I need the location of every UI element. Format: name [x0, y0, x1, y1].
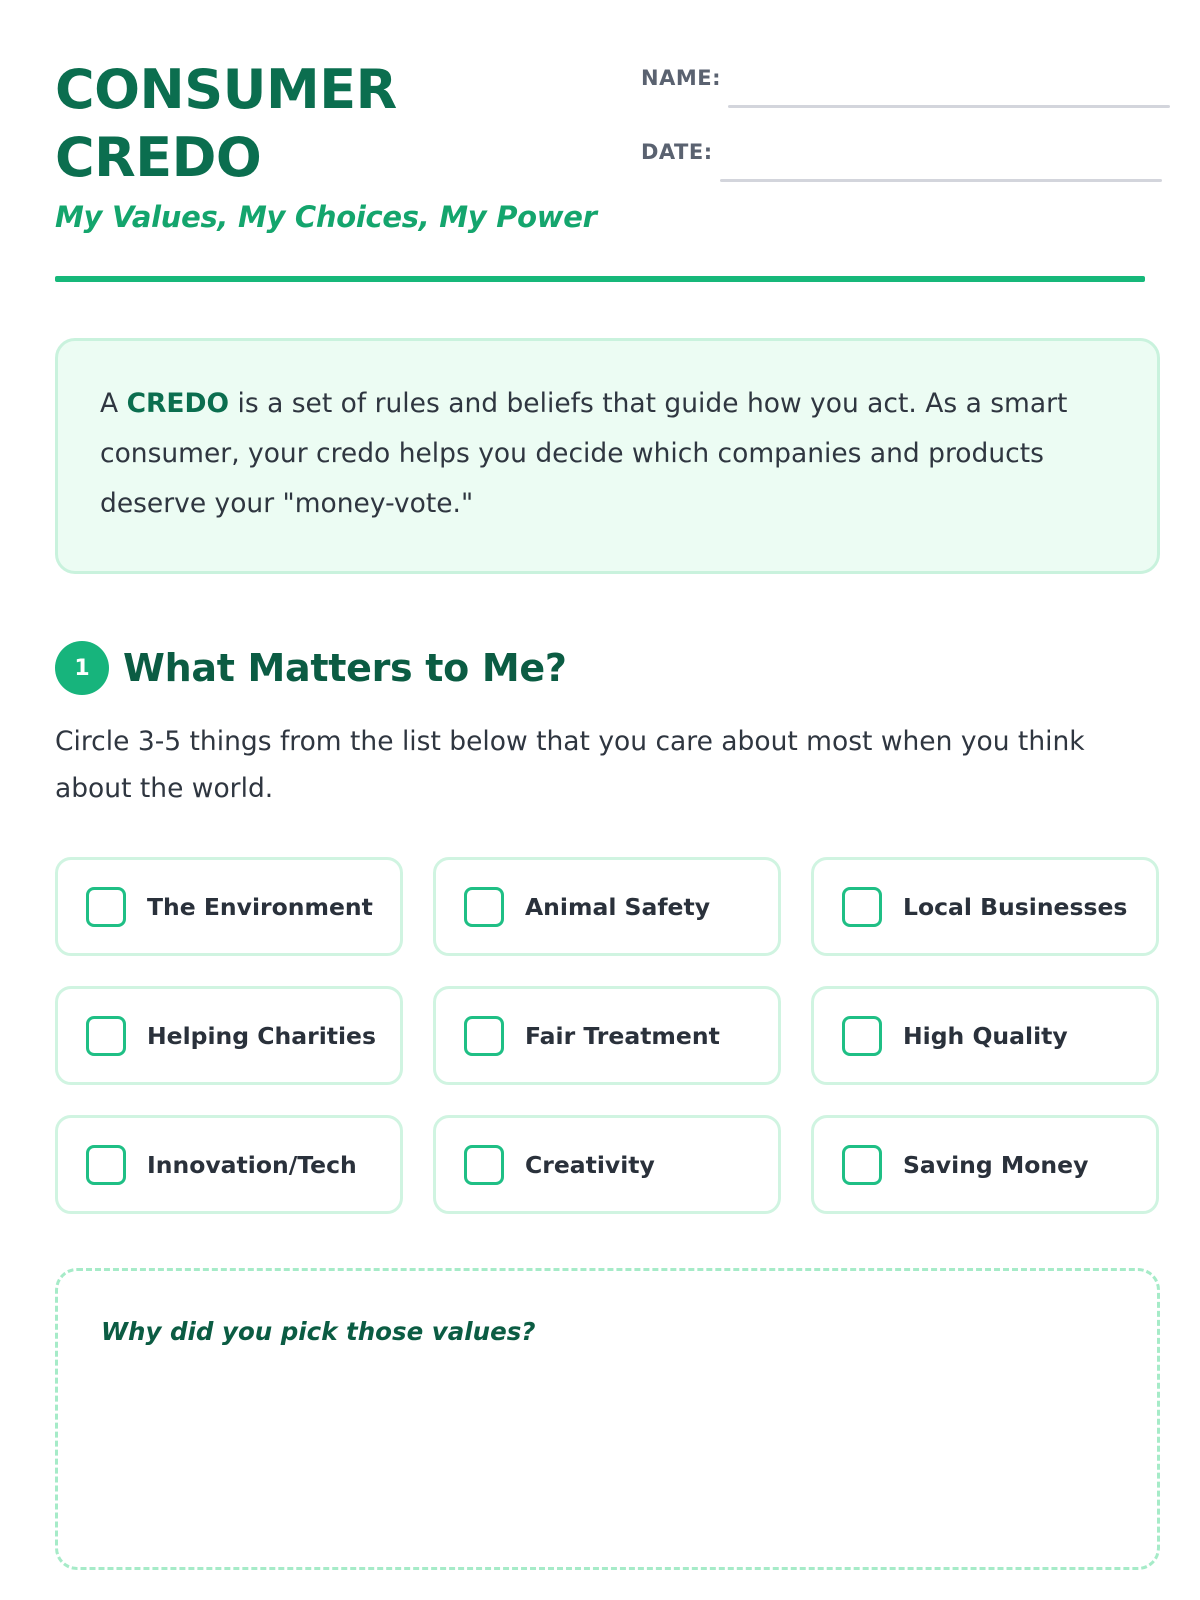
value-option-helping-charities[interactable] [55, 986, 403, 1085]
values-grid [55, 857, 1160, 1214]
section-number-badge: 1 [55, 641, 109, 695]
reflection-answer-box[interactable] [55, 1268, 1160, 1570]
value-checkbox[interactable] [842, 887, 882, 927]
title-block [55, 56, 655, 234]
value-label: Fair Treatment [525, 1021, 720, 1050]
name-field[interactable] [728, 105, 1170, 108]
value-checkbox[interactable] [464, 1016, 504, 1056]
worksheet-header [55, 0, 1145, 283]
value-option-saving-money[interactable] [811, 1115, 1159, 1214]
value-option-creativity[interactable] [433, 1115, 781, 1214]
date-label: DATE: [641, 140, 713, 164]
value-checkbox[interactable] [86, 887, 126, 927]
value-option-animal-safety[interactable] [433, 857, 781, 956]
intro-highlight: CREDO [126, 388, 230, 419]
intro-text: is a set of rules and beliefs that guide how you act. As a smart consumer, your credo helps you decide which companies and products deserve your "money-vote." [100, 388, 1068, 519]
header-divider [55, 276, 1145, 282]
intro-prefix: A [100, 388, 127, 419]
value-checkbox[interactable] [464, 887, 504, 927]
value-label: High Quality [903, 1021, 1068, 1050]
value-option-high-quality[interactable] [811, 986, 1159, 1085]
value-option-environment[interactable] [55, 857, 403, 956]
section-heading [55, 640, 1160, 696]
credo-definition-callout [55, 338, 1160, 574]
value-label: Saving Money [903, 1150, 1089, 1179]
value-label: Local Businesses [903, 892, 1128, 921]
value-label: Creativity [525, 1150, 655, 1179]
section-title: What Matters to Me? [123, 646, 567, 690]
value-label: Animal Safety [525, 892, 711, 921]
value-checkbox[interactable] [842, 1145, 882, 1185]
name-field-row [641, 58, 1170, 108]
value-label: Helping Charities [147, 1021, 376, 1050]
reflection-prompt: Why did you pick those values? [101, 1317, 536, 1346]
worksheet-subtitle: My Values, My Choices, My Power [55, 200, 597, 234]
date-field[interactable] [720, 179, 1162, 182]
value-label: The Environment [147, 892, 373, 921]
title-line-1: CONSUMER [55, 58, 397, 121]
value-checkbox[interactable] [86, 1016, 126, 1056]
value-option-local-businesses[interactable] [811, 857, 1159, 956]
value-label: Innovation/Tech [147, 1150, 357, 1179]
title-line-2: CREDO [55, 126, 262, 189]
value-checkbox[interactable] [842, 1016, 882, 1056]
value-checkbox[interactable] [86, 1145, 126, 1185]
section-instructions: Circle 3-5 things from the list below that you care about most when you think about the world. [55, 726, 1085, 804]
date-field-row [641, 132, 1170, 182]
name-label: NAME: [641, 66, 721, 90]
value-option-fair-treatment[interactable] [433, 986, 781, 1085]
value-checkbox[interactable] [464, 1145, 504, 1185]
section-what-matters [55, 640, 1160, 812]
value-option-innovation-tech[interactable] [55, 1115, 403, 1214]
